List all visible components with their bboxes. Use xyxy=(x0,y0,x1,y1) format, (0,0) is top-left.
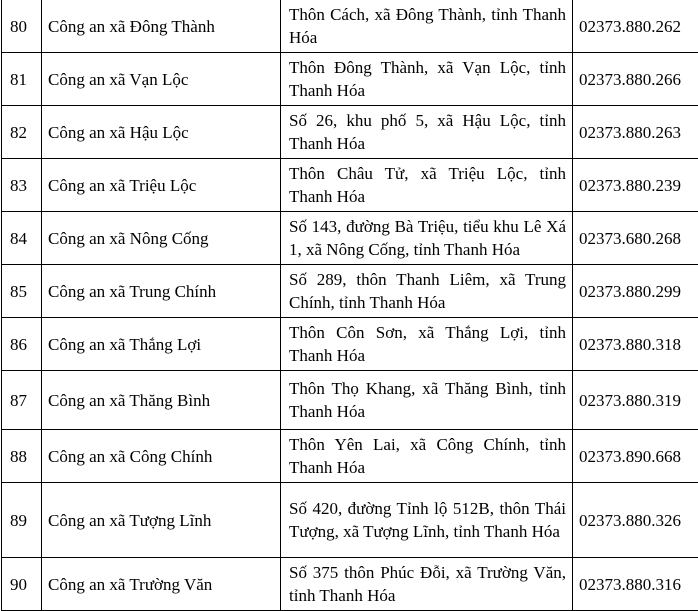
station-phone: 02373.880.263 xyxy=(573,106,698,159)
station-address: Số 26, khu phố 5, xã Hậu Lộc, tỉnh Thanh Hóa xyxy=(281,106,573,159)
row-number: 80 xyxy=(2,0,42,53)
station-address: Số 289, thôn Thanh Liêm, xã Trung Chính, tỉnh Thanh Hóa xyxy=(281,265,573,318)
station-phone: 02373.880.326 xyxy=(573,483,698,558)
station-address: Thôn Đông Thành, xã Vạn Lộc, tỉnh Thanh Hóa xyxy=(281,53,573,106)
station-phone: 02373.890.668 xyxy=(573,430,698,483)
table-row xyxy=(2,106,698,159)
station-address: Số 143, đường Bà Triệu, tiểu khu Lê Xá 1, xã Nông Cống, tỉnh Thanh Hóa xyxy=(281,212,573,265)
station-name: Công an xã Vạn Lộc xyxy=(42,53,281,106)
row-number: 88 xyxy=(2,430,42,483)
table-row xyxy=(2,483,698,558)
table-row xyxy=(2,159,698,212)
station-phone: 02373.880.262 xyxy=(573,0,698,53)
table-row xyxy=(2,265,698,318)
station-name: Công an xã Thắng Lợi xyxy=(42,318,281,371)
station-address: Thôn Thọ Khang, xã Thăng Bình, tỉnh Thanh Hóa xyxy=(281,371,573,430)
station-address: Số 375 thôn Phúc Đỗi, xã Trường Văn, tỉnh Thanh Hóa xyxy=(281,558,573,611)
row-number: 84 xyxy=(2,212,42,265)
row-number: 82 xyxy=(2,106,42,159)
station-address: Thôn Yên Lai, xã Công Chính, tỉnh Thanh Hóa xyxy=(281,430,573,483)
row-number: 87 xyxy=(2,371,42,430)
station-phone: 02373.880.318 xyxy=(573,318,698,371)
row-number: 86 xyxy=(2,318,42,371)
row-number: 81 xyxy=(2,53,42,106)
table-row xyxy=(2,430,698,483)
row-number: 85 xyxy=(2,265,42,318)
row-number: 83 xyxy=(2,159,42,212)
station-phone: 02373.880.239 xyxy=(573,159,698,212)
table-row xyxy=(2,558,698,611)
station-name: Công an xã Trung Chính xyxy=(42,265,281,318)
table-row xyxy=(2,53,698,106)
station-name: Công an xã Hậu Lộc xyxy=(42,106,281,159)
row-number: 90 xyxy=(2,558,42,611)
station-address: Thôn Cách, xã Đông Thành, tỉnh Thanh Hóa xyxy=(281,0,573,53)
police-station-table xyxy=(1,0,698,611)
row-number: 89 xyxy=(2,483,42,558)
station-name: Công an xã Công Chính xyxy=(42,430,281,483)
table-row xyxy=(2,0,698,53)
station-name: Công an xã Tượng Lĩnh xyxy=(42,483,281,558)
station-name: Công an xã Nông Cống xyxy=(42,212,281,265)
station-phone: 02373.880.316 xyxy=(573,558,698,611)
station-name: Công an xã Đông Thành xyxy=(42,0,281,53)
station-address: Thôn Châu Tử, xã Triệu Lộc, tỉnh Thanh Hóa xyxy=(281,159,573,212)
station-address: Thôn Côn Sơn, xã Thắng Lợi, tỉnh Thanh Hóa xyxy=(281,318,573,371)
station-phone: 02373.880.266 xyxy=(573,53,698,106)
station-name: Công an xã Thăng Bình xyxy=(42,371,281,430)
station-phone: 02373.680.268 xyxy=(573,212,698,265)
station-name: Công an xã Triệu Lộc xyxy=(42,159,281,212)
station-name: Công an xã Trường Văn xyxy=(42,558,281,611)
table-row xyxy=(2,371,698,430)
station-address: Số 420, đường Tỉnh lộ 512B, thôn Thái Tượng, xã Tượng Lĩnh, tỉnh Thanh Hóa xyxy=(281,483,573,558)
station-phone: 02373.880.319 xyxy=(573,371,698,430)
station-phone: 02373.880.299 xyxy=(573,265,698,318)
table-row xyxy=(2,318,698,371)
table-row xyxy=(2,212,698,265)
